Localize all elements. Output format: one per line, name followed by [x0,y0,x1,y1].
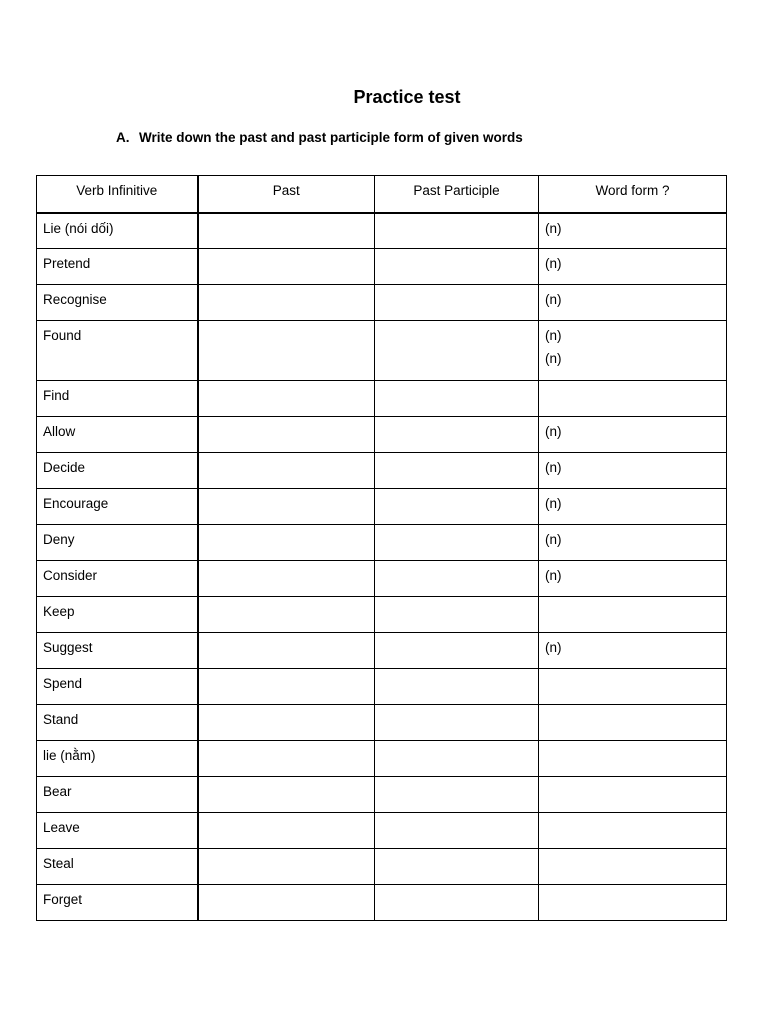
verb-infinitive-cell: Lie (nói dối) [37,213,198,249]
header-past-participle: Past Participle [375,176,539,213]
past-participle-cell[interactable] [375,885,539,921]
past-cell[interactable] [198,633,375,669]
word-form-cell[interactable] [539,633,727,669]
word-form-label: (n) [545,220,562,236]
word-form-cell[interactable] [539,285,727,321]
verb-infinitive-cell: Pretend [37,249,198,285]
word-form-cell[interactable] [539,561,727,597]
table-row [37,633,727,669]
past-participle-cell[interactable] [375,633,539,669]
verb-infinitive-cell: Steal [37,849,198,885]
verb-infinitive-cell: Consider [37,561,198,597]
word-form-cell[interactable] [539,489,727,525]
verb-infinitive-cell: Find [37,381,198,417]
past-cell[interactable] [198,741,375,777]
past-participle-cell[interactable] [375,213,539,249]
word-form-cell[interactable] [539,849,727,885]
past-participle-cell[interactable] [375,249,539,285]
verb-infinitive-cell: Encourage [37,489,198,525]
word-form-cell[interactable] [539,885,727,921]
table-row [37,741,727,777]
word-form-cell[interactable] [539,669,727,705]
word-form-label: (n) [545,532,562,547]
table-row [37,213,727,249]
verb-infinitive-cell: Found [37,321,198,381]
instruction-text: Write down the past and past participle form of given words [139,130,523,145]
past-participle-cell[interactable] [375,849,539,885]
header-past: Past [198,176,375,213]
table-row [37,249,727,285]
word-form-label: (n) [545,424,562,439]
word-form-cell[interactable] [539,741,727,777]
word-form-label: (n) [545,256,562,271]
page-title: Practice test [353,87,461,107]
table-row [37,705,727,741]
word-form-label: (n) [545,351,562,366]
past-cell[interactable] [198,453,375,489]
verb-infinitive-cell: Suggest [37,633,198,669]
header-verb-infinitive: Verb Infinitive [37,176,198,213]
word-form-label: (n) [545,292,562,307]
verb-infinitive-cell: Recognise [37,285,198,321]
past-cell[interactable] [198,417,375,453]
table-row [37,525,727,561]
past-participle-cell[interactable] [375,525,539,561]
past-participle-cell[interactable] [375,381,539,417]
header-word-form: Word form ? [539,176,727,213]
past-cell[interactable] [198,321,375,381]
word-form-cell[interactable] [539,453,727,489]
word-form-cell[interactable] [539,705,727,741]
past-cell[interactable] [198,525,375,561]
past-participle-cell[interactable] [375,741,539,777]
word-form-label: (n) [545,460,562,475]
past-participle-cell[interactable] [375,285,539,321]
verb-infinitive-cell: Stand [37,705,198,741]
table-row [37,777,727,813]
word-form-label: (n) [545,496,562,511]
past-cell[interactable] [198,561,375,597]
past-participle-cell[interactable] [375,597,539,633]
past-cell[interactable] [198,597,375,633]
past-cell[interactable] [198,885,375,921]
past-participle-cell[interactable] [375,813,539,849]
word-form-cell[interactable] [539,249,727,285]
table-row [37,885,727,921]
instruction [116,129,523,147]
verb-forms-table [36,175,727,921]
past-cell[interactable] [198,249,375,285]
past-participle-cell[interactable] [375,453,539,489]
table-header-row [37,176,727,213]
past-participle-cell[interactable] [375,417,539,453]
past-cell[interactable] [198,849,375,885]
table-row [37,561,727,597]
table-row [37,381,727,417]
past-cell[interactable] [198,213,375,249]
past-participle-cell[interactable] [375,321,539,381]
table-row [37,597,727,633]
word-form-cell[interactable] [539,321,727,381]
past-participle-cell[interactable] [375,489,539,525]
word-form-label: (n) [545,328,562,343]
verb-infinitive-cell: Deny [37,525,198,561]
word-form-label: (n) [545,568,562,583]
table-row [37,669,727,705]
table-row [37,849,727,885]
word-form-cell[interactable] [539,597,727,633]
past-cell[interactable] [198,777,375,813]
verb-infinitive-cell: lie (nằm) [37,741,198,777]
past-participle-cell[interactable] [375,705,539,741]
past-participle-cell[interactable] [375,777,539,813]
table-body [37,213,727,921]
verb-infinitive-cell: Forget [37,885,198,921]
verb-infinitive-cell: Bear [37,777,198,813]
table-row [37,813,727,849]
word-form-cell[interactable] [539,813,727,849]
word-form-cell[interactable] [539,777,727,813]
past-cell[interactable] [198,285,375,321]
table-row [37,321,727,381]
instruction-marker: A. [116,130,130,145]
past-cell[interactable] [198,705,375,741]
past-cell[interactable] [198,381,375,417]
table-row [37,417,727,453]
word-form-cell[interactable] [539,213,727,249]
table-row [37,453,727,489]
verb-infinitive-cell: Leave [37,813,198,849]
table-row [37,489,727,525]
table-row [37,285,727,321]
past-participle-cell[interactable] [375,669,539,705]
verb-infinitive-cell: Spend [37,669,198,705]
verb-infinitive-cell: Decide [37,453,198,489]
past-participle-cell[interactable] [375,561,539,597]
verb-infinitive-cell: Keep [37,597,198,633]
past-cell[interactable] [198,669,375,705]
word-form-cell[interactable] [539,381,727,417]
past-cell[interactable] [198,813,375,849]
word-form-cell[interactable] [539,525,727,561]
verb-infinitive-cell: Allow [37,417,198,453]
word-form-cell[interactable] [539,417,727,453]
past-cell[interactable] [198,489,375,525]
word-form-label: (n) [545,640,562,655]
